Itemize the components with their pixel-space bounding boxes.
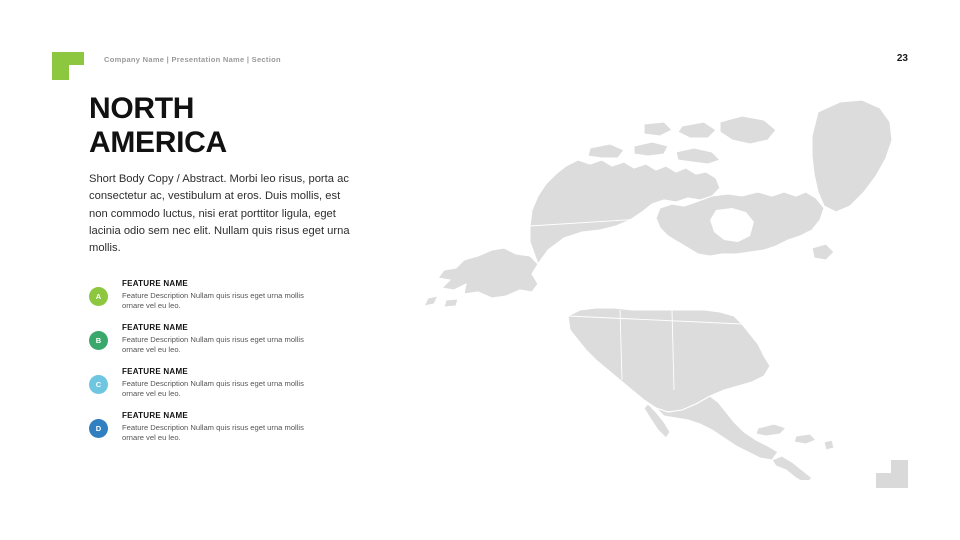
map-region-arctic-island-3 [588, 144, 624, 158]
map-region-greenland [812, 100, 892, 212]
page-title-line-1: NORTH [89, 92, 195, 125]
map-region-arctic-island-4 [720, 116, 776, 144]
map-region-central-america [772, 456, 812, 480]
map-region-alaska [438, 248, 538, 298]
map-landmasses [424, 100, 892, 480]
north-america-map [420, 60, 930, 480]
list-item [89, 323, 389, 361]
map-region-aleutians [424, 296, 438, 306]
map-region-newfoundland [812, 244, 834, 260]
body-copy: Short Body Copy / Abstract. Morbi leo risus, porta ac consectetur ac, vestibulum at eros. Duis mollis, est non commodo luctus, nisi erat porttitor ligula, eget lacinia odio sem nec elit. Nullam quis risus eget urna mollis. [89, 173, 350, 255]
feature-description: Feature Description Nullam quis risus eget urna mollis ornare vel eu leo. [122, 422, 304, 443]
feature-description: Feature Description Nullam quis risus eget urna mollis ornare vel eu leo. [122, 334, 304, 355]
corner-bar-bottom [876, 473, 908, 488]
map-region-arctic-island-6 [644, 122, 672, 136]
feature-badge-c: C [89, 375, 108, 394]
brand-logo-icon [52, 52, 84, 80]
logo-bar-top [52, 52, 84, 65]
map-region-hispaniola [794, 434, 816, 444]
feature-name: FEATURE NAME [122, 279, 188, 288]
list-item [89, 279, 389, 317]
map-svg [420, 60, 930, 480]
logo-bar-bottom [52, 65, 69, 80]
corner-decoration-icon [876, 460, 908, 488]
feature-list [89, 279, 389, 455]
map-region-arctic-island-5 [678, 122, 716, 138]
feature-name: FEATURE NAME [122, 411, 188, 420]
map-region-arctic-island-1 [676, 148, 720, 164]
map-region-arctic-island-2 [634, 142, 668, 156]
corner-bar-top [891, 460, 908, 473]
list-item [89, 367, 389, 405]
feature-badge-d: D [89, 419, 108, 438]
map-region-cuba [756, 424, 786, 436]
page-number: 23 [896, 53, 908, 64]
map-region-aleutians-2 [444, 299, 458, 307]
feature-name: FEATURE NAME [122, 323, 188, 332]
feature-badge-b: B [89, 331, 108, 350]
feature-description: Feature Description Nullam quis risus eget urna mollis ornare vel eu leo. [122, 378, 304, 399]
feature-description: Feature Description Nullam quis risus eget urna mollis ornare vel eu leo. [122, 290, 304, 311]
breadcrumb: Company Name | Presentation Name | Section [104, 55, 281, 64]
feature-name: FEATURE NAME [122, 367, 188, 376]
page-title-line-2: AMERICA [89, 125, 227, 159]
page-title [89, 92, 389, 159]
list-item [89, 411, 389, 449]
map-region-lesser-antilles [824, 440, 834, 450]
feature-badge-a: A [89, 287, 108, 306]
